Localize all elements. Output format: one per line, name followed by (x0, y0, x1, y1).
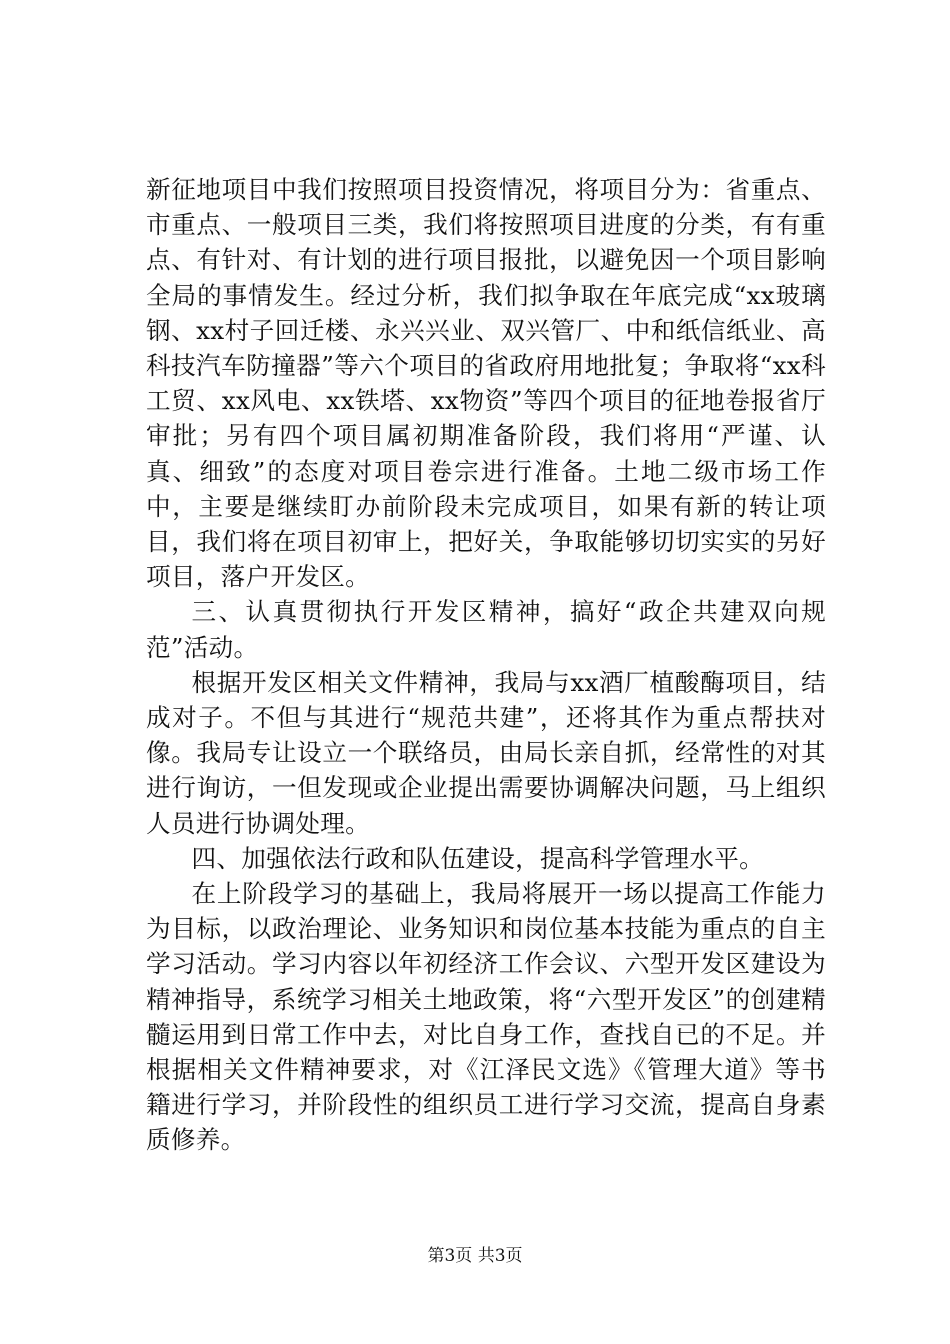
heading-section-three: 三、认真贯彻执行开发区精神，搞好“政企共建双向规范”活动。 (146, 597, 826, 662)
heading-section-four: 四、加强依法行政和队伍建设，提高科学管理水平。 (191, 843, 765, 873)
paragraph-land-projects: 新征地项目中我们按照项目投资情况，将项目分为：省重点、市重点、一般项目三类，我们将按照项目进度的分类，有有重点、有针对、有计划的进行项目报批，以避免因一个项目影响全局的事情发生。经过分析，我们拟争取在年底完成“xx玻璃钢、xx村子回迁楼、永兴兴业、双兴管厂、中和纸信纸业、高科技汽车防撞器”等六个项目的省政府用地批复；争取将“xx科工贸、xx风电、xx铁塔、xx物资”等四个项目的征地卷报省厅审批；另有四个项目属初期准备阶段，我们将用“严谨、认真、细致”的态度对项目卷宗进行准备。土地二级市场工作中，主要是继续盯办前阶段未完成项目，如果有新的转让项目，我们将在项目初审上，把好关，争取能够切切实实的另好项目，落户开发区。 (146, 175, 826, 592)
document-body (146, 172, 826, 1158)
paragraph-study-plan: 在上阶段学习的基础上，我局将展开一场以提高工作能力为目标，以政治理论、业务知识和岗位基本技能为重点的自主学习活动。学习内容以年初经济工作会议、六型开发区建设为精神指导，系统学习相关土地政策，将“六型开发区”的创建精髓运用到日常工作中去，对比自身工作，查找自已的不足。并根据相关文件精神要求，对《江泽民文选》《管理大道》等书籍进行学习，并阶段性的组织员工进行学习交流，提高自身素质修养。 (146, 879, 826, 1155)
paragraph-paired-enterprise: 根据开发区相关文件精神，我局与xx酒厂植酸酶项目，结成对子。不但与其进行“规范共建”，还将其作为重点帮扶对像。我局专让设立一个联络员，由局长亲自抓，经常性的对其进行询访，一但发现或企业提出需要协调解决问题，马上组织人员进行协调处理。 (146, 667, 826, 838)
page-footer: 第3页 共3页 (427, 1246, 523, 1266)
